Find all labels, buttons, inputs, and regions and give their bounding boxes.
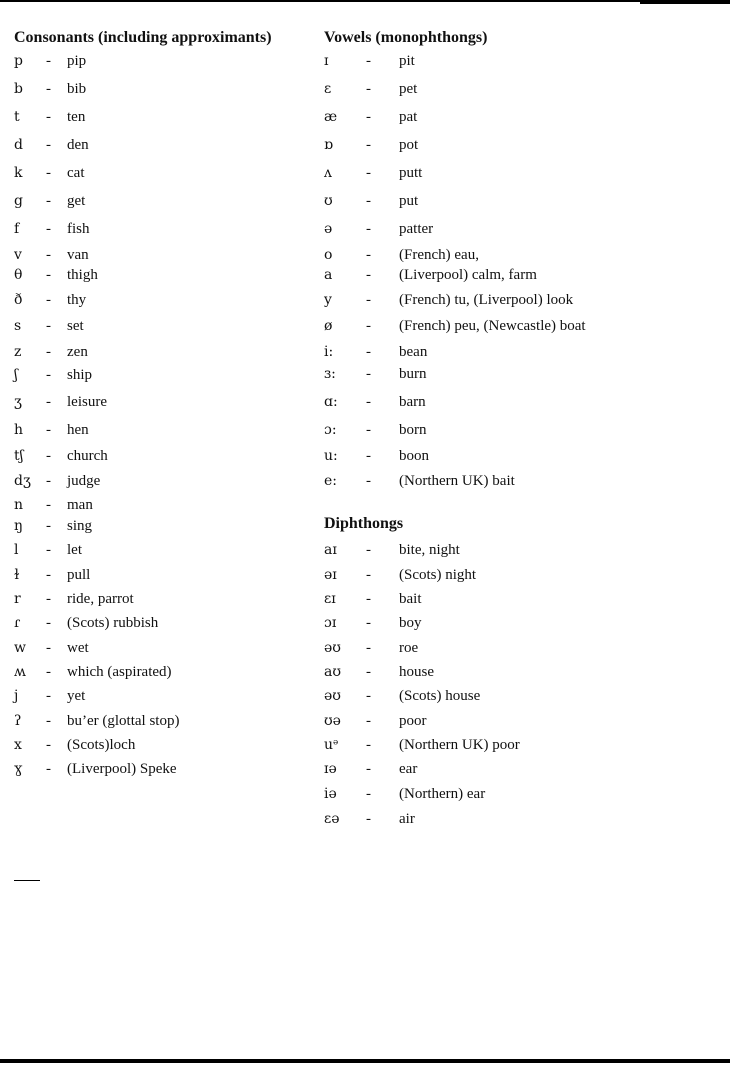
ipa-symbol: w bbox=[14, 640, 26, 656]
separator-dash: - bbox=[46, 591, 51, 607]
example-word: ship bbox=[67, 367, 93, 383]
separator-dash: - bbox=[46, 109, 51, 125]
ipa-symbol: p bbox=[14, 53, 23, 69]
ipa-symbol: aʊ bbox=[324, 664, 342, 680]
ipa-symbol: ɔɪ bbox=[324, 615, 337, 631]
example-word: yet bbox=[67, 688, 86, 704]
example-word: fish bbox=[67, 221, 90, 237]
separator-dash: - bbox=[46, 567, 51, 583]
example-word: (French) tu, (Liverpool) look bbox=[399, 292, 574, 308]
example-word: church bbox=[67, 448, 108, 464]
example-word: get bbox=[67, 193, 86, 209]
separator-dash: - bbox=[366, 165, 371, 181]
example-word: which (aspirated) bbox=[67, 664, 172, 680]
separator-dash: - bbox=[366, 344, 371, 360]
ipa-symbol: ɾ bbox=[14, 615, 21, 631]
separator-dash: - bbox=[366, 193, 371, 209]
separator-dash: - bbox=[366, 81, 371, 97]
separator-dash: - bbox=[46, 664, 51, 680]
ipa-symbol: d bbox=[14, 137, 23, 153]
ipa-symbol: a bbox=[324, 267, 333, 283]
separator-dash: - bbox=[366, 448, 371, 464]
ipa-symbol: j bbox=[14, 688, 19, 704]
bottom-rule bbox=[0, 1059, 730, 1063]
example-word: den bbox=[67, 137, 89, 153]
example-word: bait bbox=[399, 591, 422, 607]
separator-dash: - bbox=[46, 640, 51, 656]
example-word: (Scots) house bbox=[399, 688, 481, 704]
separator-dash: - bbox=[46, 615, 51, 631]
ipa-symbol: əʊ bbox=[324, 640, 341, 656]
ipa-symbol: f bbox=[14, 221, 20, 237]
separator-dash: - bbox=[366, 137, 371, 153]
example-word: set bbox=[67, 318, 84, 334]
ipa-symbol: aɪ bbox=[324, 542, 337, 558]
separator-dash: - bbox=[46, 394, 51, 410]
separator-dash: - bbox=[46, 344, 51, 360]
example-word: (Northern) ear bbox=[399, 786, 486, 802]
example-word: (Northern UK) poor bbox=[399, 737, 520, 753]
example-word: pet bbox=[399, 81, 418, 97]
separator-dash: - bbox=[46, 137, 51, 153]
separator-dash: - bbox=[46, 81, 51, 97]
example-word: burn bbox=[399, 366, 427, 382]
example-word: (Scots) rubbish bbox=[67, 615, 159, 631]
separator-dash: - bbox=[366, 422, 371, 438]
ipa-symbol: u: bbox=[324, 448, 338, 464]
example-word: pot bbox=[399, 137, 419, 153]
ipa-symbol: əʊ bbox=[324, 688, 341, 704]
ipa-symbol: i: bbox=[324, 344, 334, 360]
ipa-symbol: ɫ bbox=[14, 567, 20, 583]
example-word: van bbox=[67, 247, 89, 263]
example-word: putt bbox=[399, 165, 423, 181]
example-word: cat bbox=[67, 165, 85, 181]
ipa-symbol: dʒ bbox=[14, 473, 31, 489]
separator-dash: - bbox=[46, 318, 51, 334]
example-word: pit bbox=[399, 53, 415, 69]
example-word: (Northern UK) bait bbox=[399, 473, 515, 489]
separator-dash: - bbox=[366, 688, 371, 704]
top-rule bbox=[0, 0, 640, 2]
example-word: man bbox=[67, 497, 93, 513]
separator-dash: - bbox=[46, 688, 51, 704]
example-word: judge bbox=[67, 473, 101, 489]
ipa-symbol: s bbox=[14, 318, 22, 334]
example-word: bib bbox=[67, 81, 87, 97]
ipa-symbol: o bbox=[324, 247, 333, 263]
example-word: poor bbox=[399, 713, 427, 729]
separator-dash: - bbox=[46, 497, 51, 513]
ipa-symbol: θ bbox=[14, 267, 23, 283]
separator-dash: - bbox=[366, 473, 371, 489]
separator-dash: - bbox=[46, 473, 51, 489]
separator-dash: - bbox=[46, 221, 51, 237]
separator-dash: - bbox=[366, 109, 371, 125]
example-word: barn bbox=[399, 394, 426, 410]
ipa-symbol: ʃ bbox=[14, 367, 18, 383]
ipa-symbol: ɪ bbox=[324, 53, 329, 69]
ipa-symbol: ɛɪ bbox=[324, 591, 336, 607]
ipa-symbol: x bbox=[14, 737, 22, 753]
ipa-symbol: əɪ bbox=[324, 567, 337, 583]
separator-dash: - bbox=[46, 518, 51, 534]
ipa-symbol: n bbox=[14, 497, 24, 513]
separator-dash: - bbox=[46, 165, 51, 181]
example-word: bu’er (glottal stop) bbox=[67, 713, 180, 729]
separator-dash: - bbox=[366, 542, 371, 558]
ipa-symbol: r bbox=[14, 591, 21, 607]
example-word: put bbox=[399, 193, 419, 209]
separator-dash: - bbox=[366, 737, 371, 753]
separator-dash: - bbox=[366, 591, 371, 607]
ipa-symbol: b bbox=[14, 81, 23, 97]
ipa-symbol: h bbox=[14, 422, 24, 438]
example-word: born bbox=[399, 422, 427, 438]
example-word: (Liverpool) calm, farm bbox=[399, 267, 537, 283]
ipa-symbol: g bbox=[14, 193, 23, 209]
separator-dash: - bbox=[46, 542, 51, 558]
ipa-symbol: e: bbox=[324, 473, 338, 489]
ipa-symbol: æ bbox=[324, 109, 338, 125]
ipa-symbol: l bbox=[14, 542, 19, 558]
separator-dash: - bbox=[46, 292, 51, 308]
separator-dash: - bbox=[46, 448, 51, 464]
example-word: (French) peu, (Newcastle) boat bbox=[399, 318, 586, 334]
example-word: pip bbox=[67, 53, 87, 69]
separator-dash: - bbox=[46, 367, 51, 383]
ipa-symbol: ɪə bbox=[324, 761, 337, 777]
separator-dash: - bbox=[366, 664, 371, 680]
separator-dash: - bbox=[366, 786, 371, 802]
example-word: leisure bbox=[67, 394, 107, 410]
example-word: (French) eau, bbox=[399, 247, 479, 263]
example-word: (Liverpool) Speke bbox=[67, 761, 177, 777]
example-word: boon bbox=[399, 448, 429, 464]
ipa-symbol: ŋ bbox=[14, 518, 24, 534]
separator-dash: - bbox=[366, 267, 371, 283]
example-word: ear bbox=[399, 761, 418, 777]
separator-dash: - bbox=[366, 366, 371, 382]
ipa-symbol: ð bbox=[14, 292, 23, 308]
ipa-symbol: t bbox=[14, 109, 20, 125]
example-word: ride, parrot bbox=[67, 591, 134, 607]
separator-dash: - bbox=[46, 737, 51, 753]
ipa-symbol: ɒ bbox=[324, 137, 333, 153]
example-word: (Scots)loch bbox=[67, 737, 136, 753]
ipa-symbol: ɛ bbox=[324, 81, 332, 97]
separator-dash: - bbox=[366, 713, 371, 729]
example-word: roe bbox=[399, 640, 419, 656]
separator-dash: - bbox=[366, 640, 371, 656]
example-word: pull bbox=[67, 567, 91, 583]
separator-dash: - bbox=[366, 221, 371, 237]
diphthongs-heading: Diphthongs bbox=[324, 515, 404, 532]
separator-dash: - bbox=[46, 422, 51, 438]
example-word: boy bbox=[399, 615, 422, 631]
example-word: sing bbox=[67, 518, 93, 534]
ipa-symbol: ɔ: bbox=[324, 422, 337, 438]
ipa-symbol: ɜ: bbox=[324, 366, 336, 382]
separator-dash: - bbox=[366, 615, 371, 631]
separator-dash: - bbox=[46, 247, 51, 263]
ipa-symbol: ʌ bbox=[324, 165, 332, 181]
ipa-symbol: ʔ bbox=[14, 713, 22, 729]
example-word: bite, night bbox=[399, 542, 460, 558]
example-word: ten bbox=[67, 109, 86, 125]
example-word: pat bbox=[399, 109, 418, 125]
ipa-symbol: k bbox=[14, 165, 23, 181]
example-word: zen bbox=[67, 344, 88, 360]
ipa-symbol: ʊ bbox=[324, 193, 333, 209]
example-word: house bbox=[399, 664, 434, 680]
ipa-symbol: v bbox=[14, 247, 22, 263]
example-word: thy bbox=[67, 292, 87, 308]
ipa-symbol: ɛə bbox=[324, 811, 340, 827]
separator-dash: - bbox=[46, 761, 51, 777]
ipa-symbol: z bbox=[14, 344, 22, 360]
example-word: let bbox=[67, 542, 82, 558]
separator-dash: - bbox=[46, 713, 51, 729]
separator-dash: - bbox=[366, 761, 371, 777]
ipa-symbol: ʍ bbox=[14, 664, 26, 680]
example-word: air bbox=[399, 811, 415, 827]
footnote-rule bbox=[14, 880, 40, 881]
ipa-symbol: uᵊ bbox=[324, 737, 339, 753]
example-word: wet bbox=[67, 640, 89, 656]
separator-dash: - bbox=[46, 267, 51, 283]
ipa-symbol: ə bbox=[324, 221, 333, 237]
ipa-symbol: ɑ: bbox=[324, 394, 338, 410]
ipa-symbol: ø bbox=[324, 318, 333, 334]
example-word: (Scots) night bbox=[399, 567, 477, 583]
separator-dash: - bbox=[366, 53, 371, 69]
separator-dash: - bbox=[366, 247, 371, 263]
separator-dash: - bbox=[46, 193, 51, 209]
ipa-symbol: tʃ bbox=[14, 448, 24, 464]
example-word: hen bbox=[67, 422, 89, 438]
ipa-symbol: ʒ bbox=[14, 394, 22, 410]
example-word: thigh bbox=[67, 267, 98, 283]
separator-dash: - bbox=[366, 567, 371, 583]
top-rule-tail bbox=[640, 0, 730, 4]
ipa-symbol: ɣ bbox=[14, 761, 23, 777]
ipa-symbol: ʊə bbox=[324, 713, 341, 729]
separator-dash: - bbox=[366, 318, 371, 334]
separator-dash: - bbox=[366, 811, 371, 827]
ipa-symbol: iə bbox=[324, 786, 337, 802]
separator-dash: - bbox=[366, 292, 371, 308]
separator-dash: - bbox=[366, 394, 371, 410]
example-word: bean bbox=[399, 344, 428, 360]
vowels-heading: Vowels (monophthongs) bbox=[324, 29, 488, 46]
consonants-heading: Consonants (including approximants) bbox=[14, 29, 272, 46]
separator-dash: - bbox=[46, 53, 51, 69]
example-word: patter bbox=[399, 221, 434, 237]
ipa-symbol: y bbox=[324, 292, 332, 308]
